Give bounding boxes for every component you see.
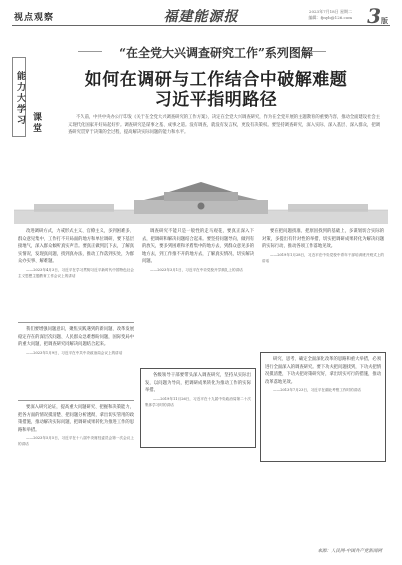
column-left-1	[18, 228, 134, 279]
issue-email: 编辑：fjnyb@126.com	[308, 15, 352, 20]
series-subtitle: “在全党大兴调查研究工作”系列图解	[119, 46, 313, 60]
quote-source: ——2023年4月3日，习近平在学习贯彻习近平新时代中国特色社会主义思想主题教育工作会议上的讲话	[18, 267, 134, 278]
column-left-2	[18, 326, 134, 356]
quote-text: 改进调研方式，力戒形式主义、官僚主义，多到困难多、群众意见集中、工作打不开局面的地方和单位调研，要下基层接地气，深入群众倾听真实声音。要真正做到沉下去，了解真实情况，发现真问题，找到真办法，推动工作落到实处，为群众办实事、解难题。	[18, 229, 135, 265]
column-divider	[18, 322, 134, 323]
quote-text: 我们要增强问题意识，聚焦实践遇到的新问题、改革发展稳定存在的深层次问题、人民群众急难愁盼问题，国际变局中的重大问题，把调查研究同解决问题结合起来。	[18, 327, 135, 348]
subtitle-rule-right	[302, 51, 326, 52]
header-rule	[12, 25, 390, 26]
quote-text: 各级领导干部要带头深入调查研究，坚持从实际出发，以问题为导向，把调研成果转化为推动工作的实际举措。	[145, 373, 251, 394]
headline-line2: 习近平指明路径	[154, 90, 278, 110]
section-label: 视点观察	[14, 13, 55, 23]
quote-source: ——2019年11月26日，习近平在十九届中央政治局第二十次集体学习时的讲话	[145, 396, 251, 407]
quote-text: 要在把问题找准、把原因找到的基础上，多谋划切合实际的对策，多提出有针对性的举措，切实把调研成果转化为解决问题的实际行动，推动各项工作落地见效。	[262, 229, 384, 250]
tiananmen-illustration	[14, 180, 388, 224]
column-mid-1	[142, 228, 254, 273]
quote-text: 研究、思考、确定全面深化改革的思路和重大举措，必须进行全面深入的调查研究。要下功夫把问题找到，下功夫把情况摸清楚，下功夫把对策研究好，拿出切实可行的措施，推动改革落地见效。	[265, 357, 382, 385]
column-divider	[18, 400, 134, 401]
issue-date-line1: 2023年7月18日 星期二	[308, 9, 352, 14]
quote-source: ——2023年5月5日，习近平在十八届中央财经委员会第一次会议上的讲话	[18, 436, 134, 447]
column-left-3	[18, 404, 134, 447]
main-headline	[50, 70, 382, 110]
source-credit: 来源：人民网-中国共产党新闻网	[317, 549, 382, 554]
quote-source: ——2023年3月1日，习近平在中央党校开学典礼上的讲话	[150, 267, 243, 272]
headline-line1: 如何在调研与工作结合中破解难题	[84, 70, 348, 90]
column-tag: 能力大学习	[12, 57, 26, 137]
column-right-2	[265, 356, 381, 393]
quote-source: ——2019年1月28日，习近平在中央党校中青年干部培训班开班式上的讲话	[262, 252, 384, 263]
quote-text: 要深入研究论证，提高重大问题研究、把握和决策能力，把各方面的情况摸清楚、把问题分析透彻，拿出切实管用的政策措施，推动解决实际问题，把调研成果转化为推进工作的思路和举措。	[18, 405, 135, 433]
page-number-value: 3	[367, 4, 381, 28]
quote-text: 调查研究不能只是一般性的走马观花，要真正深入下去，把调研和解决问题结合起来。要坚持问题导向，做到有的放矢，要多到困难和矛盾集中的地方去，到群众意见多的地方去，到工作推不开的地方去，了解真实情况，切实解决问题。	[142, 229, 254, 265]
column-tag-sub: 课堂	[31, 112, 41, 134]
quote-source: ——2023年1月9日，习近平在中共中央政治局会议上的讲话	[26, 350, 123, 355]
lead-paragraph: 不久前，中共中央办公厅印发《关于在全党大兴调查研究的工作方案》，决定在全党大兴调查研究，作为在全党开展的主题教育的重要内容，推动全面建设社会主义现代化国家开好局起好步。调查研究是谋事之基、成事之道。没有调查，就没有发言权，更没有决策权。要坚持调查研究，深入实际、深入基层、深入群众，把调查研究贯穿于决策的全过程，提高解决实际问题的能力和水平。	[68, 115, 380, 135]
page-suffix: 版	[381, 16, 388, 25]
column-right-1	[262, 228, 384, 264]
column-mid-2	[145, 372, 251, 408]
issue-date	[309, 9, 352, 21]
paper-masthead: 福建能源报	[163, 9, 239, 25]
quote-source: ——2013年7月23日，习近平在湖北考察工作时的讲话	[273, 388, 361, 393]
